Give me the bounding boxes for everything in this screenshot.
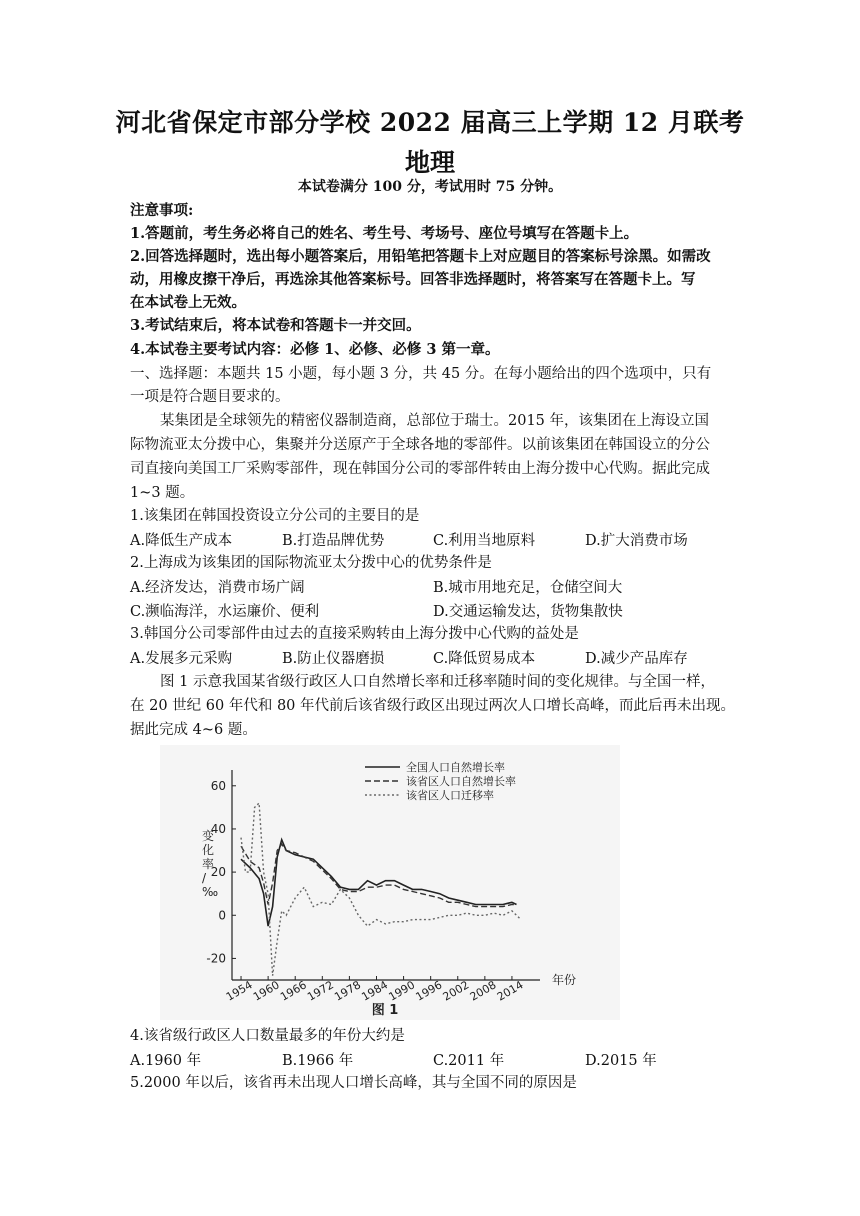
option-b: B.打造品牌优势 [282, 533, 385, 549]
x-tick-label: 2014 [494, 978, 526, 1004]
option-a: A.发展多元采购 [130, 651, 233, 667]
x-tick-label: 1984 [359, 978, 391, 1004]
x-tick-label: 1972 [305, 978, 336, 1004]
y-tick-label: 0 [218, 908, 226, 923]
series-line-2 [241, 844, 517, 907]
x-tick-label: 1990 [386, 978, 418, 1004]
option-b: B.城市用地充足，仓储空间大 [433, 580, 623, 596]
option-c: C.降低贸易成本 [433, 651, 536, 667]
exam-title: 河北省保定市部分学校 2022 届高三上学期 12 月联考 [115, 108, 745, 137]
notice-line: 在本试卷上无效。 [130, 294, 246, 311]
figure-1-chart [160, 745, 620, 1020]
notice-line: 动，用橡皮擦干净后，再选涂其他答案标号。回答非选择题时，将答案写在答题卡上。写 [130, 271, 696, 288]
x-tick-label: 1960 [250, 978, 282, 1004]
option-b: B.防止仪器磨损 [282, 651, 385, 667]
passage-line: 司直接向美国工厂采购零部件，现在韩国分公司的零部件转由上海分拨中心代购。据此完成 [130, 461, 710, 477]
y-axis-label: 变化率/ ‰ [202, 829, 219, 899]
legend-label: 该省区人口自然增长率 [406, 775, 516, 788]
x-tick-label: 2002 [440, 978, 472, 1004]
line-chart [160, 745, 620, 1020]
legend-label: 全国人口自然增长率 [406, 761, 505, 774]
question-stem: 3.韩国分公司零部件由过去的直接采购转由上海分拨中心代购的益处是 [130, 626, 579, 642]
y-tick-label: -20 [206, 951, 226, 966]
notice-heading: 注意事项: [130, 202, 194, 219]
option-c: C.利用当地原料 [433, 533, 536, 549]
passage-line: 图 1 示意我国某省级行政区人口自然增长率和迁移率随时间的变化规律。与全国一样， [160, 674, 715, 690]
exam-info: 本试卷满分 100 分，考试用时 75 分钟。 [297, 179, 563, 195]
option-a: A.1960 年 [130, 1053, 202, 1069]
subject-title: 地理 [404, 148, 455, 177]
x-axis-label: 年份 [552, 973, 577, 987]
option-d: D.2015 年 [585, 1053, 657, 1069]
series-line-3 [241, 803, 521, 976]
option-a: A.经济发达，消费市场广阔 [130, 580, 305, 596]
option-d: D.交通运输发达，货物集散快 [433, 604, 623, 620]
x-tick-label: 1966 [278, 978, 309, 1004]
notice-line: 3.考试结束后，将本试卷和答题卡一并交回。 [130, 317, 421, 334]
y-tick-label: 40 [210, 821, 226, 836]
passage-line: 1~3 题。 [130, 485, 195, 501]
x-tick-label: 1954 [223, 978, 255, 1004]
x-tick-label: 2008 [467, 978, 499, 1004]
question-stem: 2.上海成为该集团的国际物流亚太分拨中心的优势条件是 [130, 555, 492, 571]
passage-line: 某集团是全球领先的精密仪器制造商，总部位于瑞士。2015 年，该集团在上海设立国 [160, 413, 710, 429]
x-tick-label: 1996 [413, 978, 445, 1004]
passage-line: 据此完成 4~6 题。 [130, 722, 257, 738]
question-stem: 5.2000 年以后，该省再未出现人口增长高峰，其与全国不同的原因是 [130, 1075, 577, 1091]
notice-line: 4.本试卷主要考试内容：必修 1、必修、必修 3 第一章。 [130, 341, 500, 358]
option-a: A.降低生产成本 [130, 533, 233, 549]
x-tick-label: 1978 [332, 978, 364, 1004]
legend-label: 该省区人口迁移率 [406, 789, 494, 802]
y-tick-label: 60 [210, 778, 226, 793]
question-stem: 4.该省级行政区人口数量最多的年份大约是 [130, 1028, 405, 1044]
option-d: D.扩大消费市场 [585, 533, 688, 549]
figure-caption: 图 1 [371, 1003, 399, 1018]
option-b: B.1966 年 [282, 1053, 354, 1069]
question-stem: 1.该集团在韩国投资设立分公司的主要目的是 [130, 508, 420, 524]
y-tick-label: 20 [210, 865, 226, 880]
option-c: C.2011 年 [433, 1053, 505, 1069]
passage-line: 在 20 世纪 60 年代和 80 年代前后该省级行政区出现过两次人口增长高峰，而此后再未出现。 [130, 698, 736, 714]
passage-line: 际物流亚太分拨中心，集聚并分送原产于全球各地的零部件。以前该集团在韩国设立的分公 [130, 437, 710, 453]
series-line-1 [241, 840, 517, 926]
notice-line: 2.回答选择题时，选出每小题答案后，用铅笔把答题卡上对应题目的答案标号涂黑。如需改 [130, 248, 711, 265]
notice-line: 1.答题前，考生务必将自己的姓名、考生号、考场号、座位号填写在答题卡上。 [130, 225, 639, 242]
section-heading-line: 一、选择题：本题共 15 小题，每小题 3 分，共 45 分。在每小题给出的四个选项中，只有 [130, 366, 712, 382]
section-heading-line: 一项是符合题目要求的。 [130, 389, 290, 405]
option-c: C.濒临海洋，水运廉价、便利 [130, 604, 320, 620]
option-d: D.减少产品库存 [585, 651, 688, 667]
